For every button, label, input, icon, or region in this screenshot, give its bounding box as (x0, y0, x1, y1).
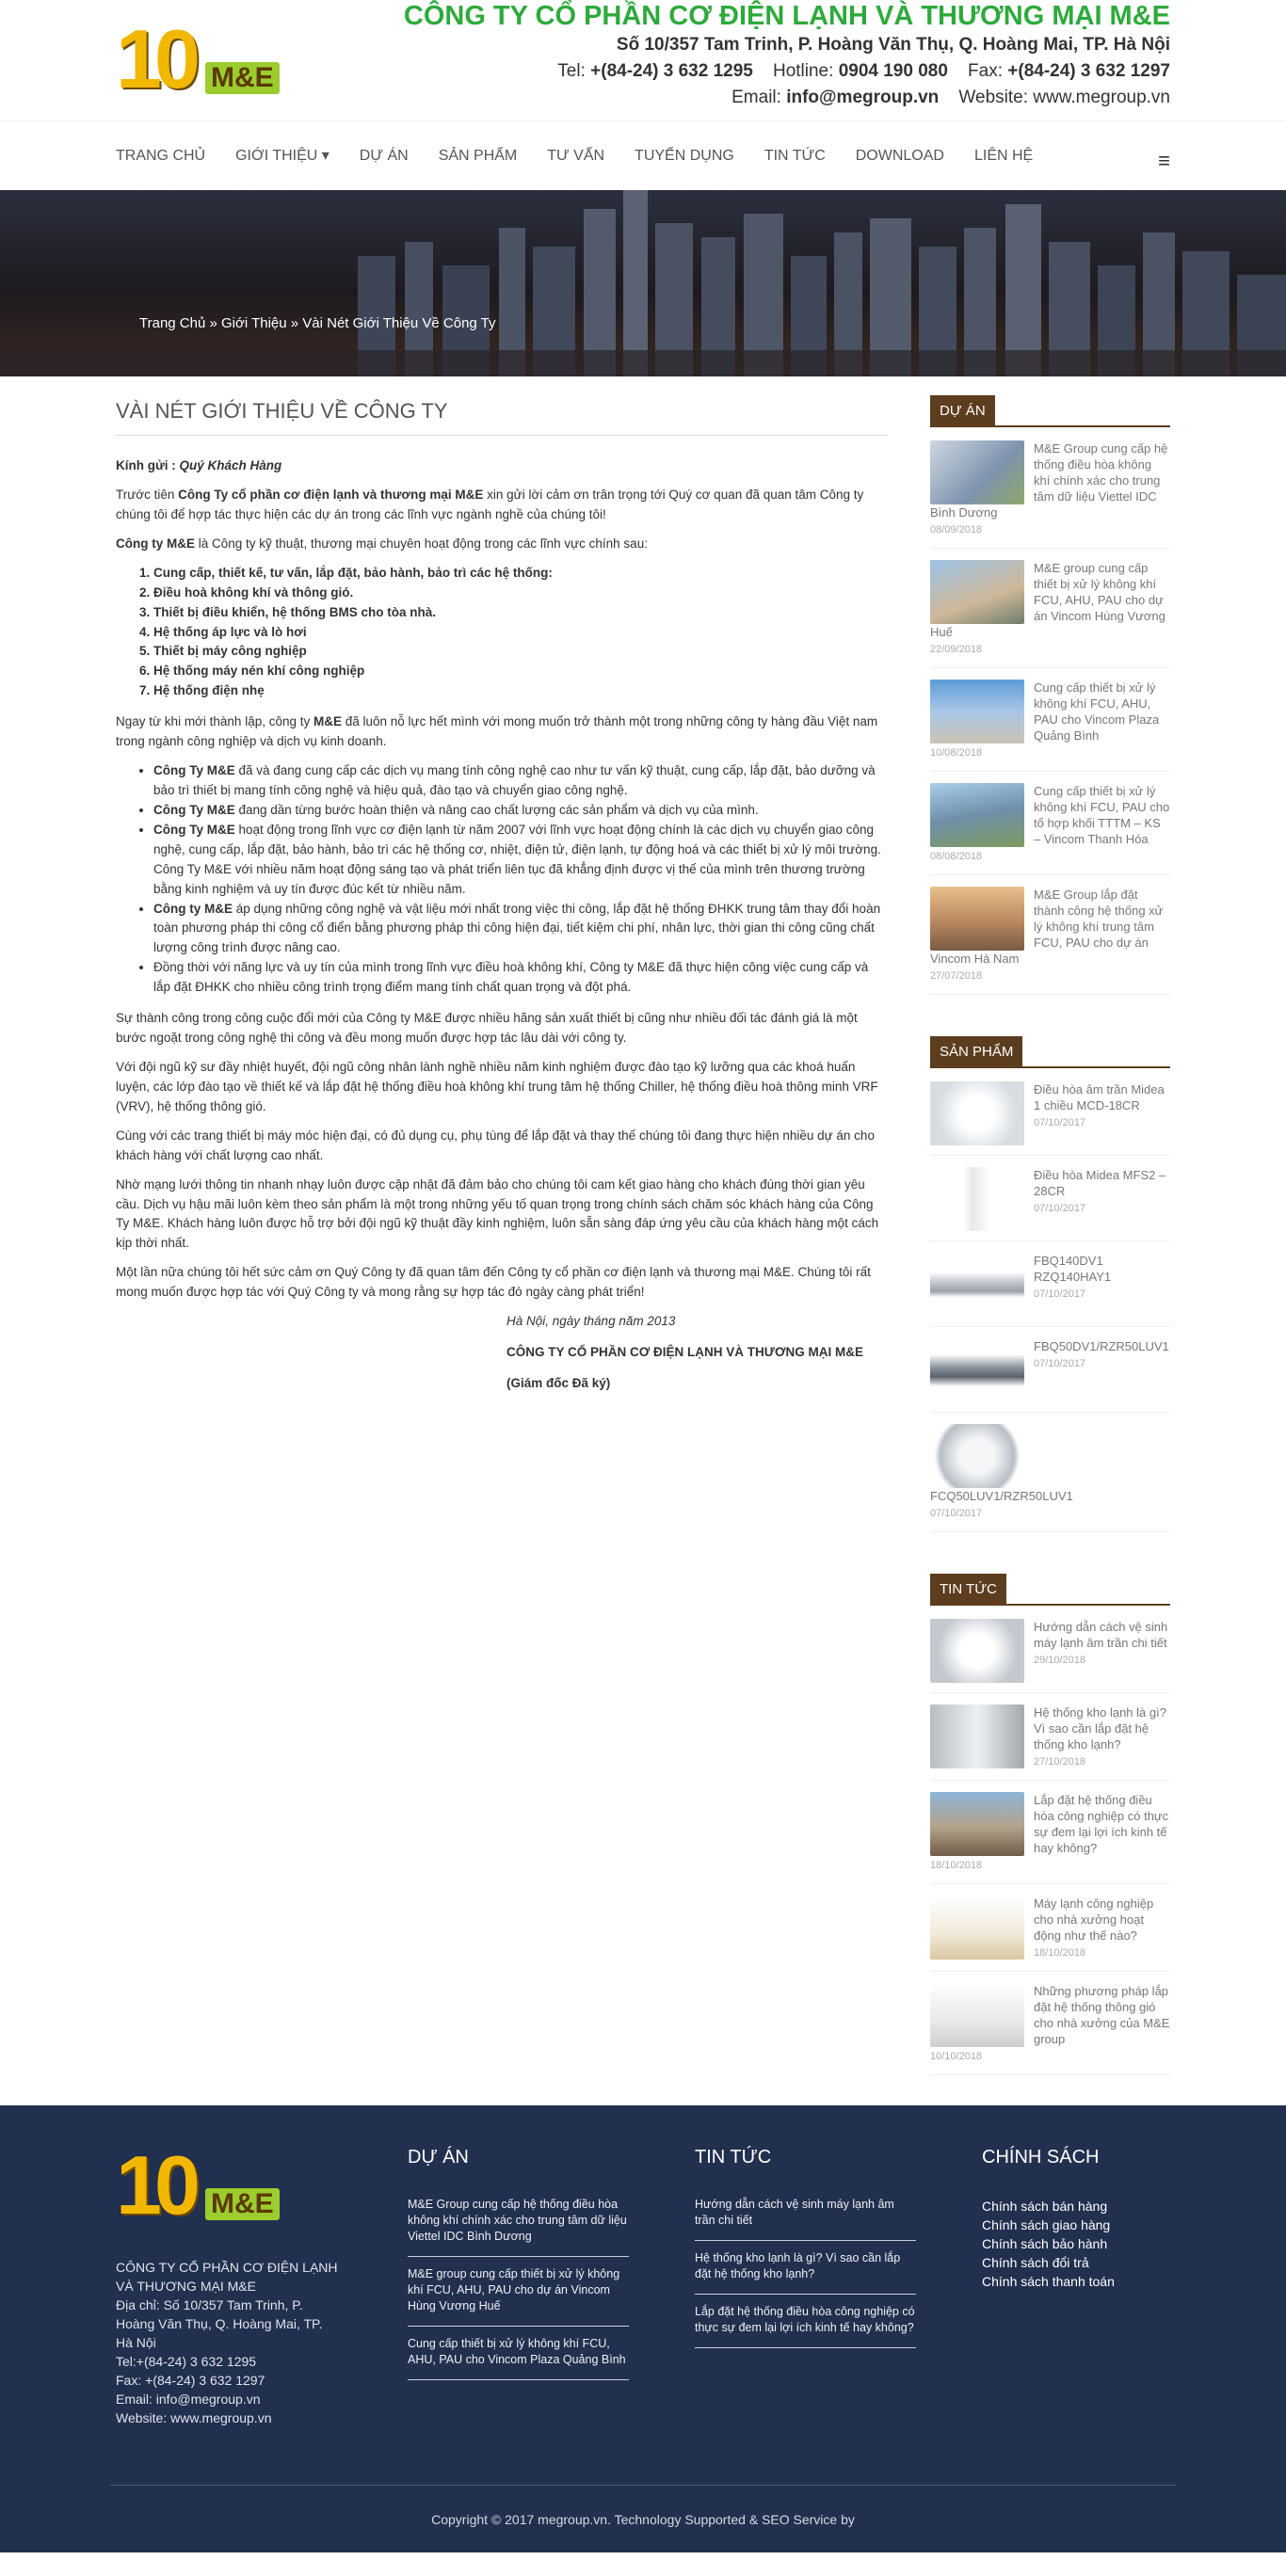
fields-list (153, 564, 888, 701)
logo-brand: M&E (205, 62, 280, 94)
header-contact-info (404, 0, 1170, 111)
nav-about[interactable]: GIỚI THIỆU ▾ (235, 147, 330, 164)
footer-news-link[interactable]: Hệ thống kho lạnh là gì? Vì sao cần lắp đặt hệ thống kho lạnh? (695, 2250, 916, 2295)
sidebar-project-item[interactable]: M&E Group lắp đặt thành công hệ thống xử lý không khí trung tâm FCU, PAU cho dự án Vincom Hà Nam 27/07/2018 (930, 887, 1170, 995)
page-title: VÀI NÉT GIỚI THIỆU VỀ CÔNG TY (116, 395, 888, 436)
project-thumbnail[interactable] (930, 887, 1024, 951)
product-thumbnail[interactable] (930, 1167, 1024, 1231)
sidebar-news-item[interactable]: Máy lạnh công nghiệp cho nhà xưởng hoạt động như thế nào? 18/10/2018 (930, 1896, 1170, 1972)
article-paragraph: Ngay từ khi mới thành lập, công ty M&E đã luôn nỗ lực hết mình với mong muốn trở thành một trong những công ty hàng đầu Việt nam trong ngành công nghiệp và dịch vụ kinh doanh. (116, 714, 878, 749)
breadcrumb: Trang Chủ » Giới Thiệu » Vài Nét Giới Thiệu Về Công Ty (139, 315, 496, 331)
header-phones: Tel: +(84-24) 3 632 1295 Hotline: 0904 190 080 Fax: +(84-24) 3 632 1297 (557, 61, 1170, 81)
sig-role: (Giám đốc Đã ký) (506, 1375, 611, 1390)
footer-news-link[interactable]: Hướng dẫn cách vệ sinh máy lạnh âm trần chi tiết (695, 2197, 916, 2241)
sidebar-products-title: SẢN PHẨM (930, 1036, 1170, 1068)
footer-projects-title: DỰ ÁN (408, 2147, 469, 2168)
article-paragraph: Sự thành công trong công cuộc đổi mới của Công ty M&E được nhiều hãng sản xuất thiết bị cũng như nhiều đối tác đánh giá là một bước ngoặt trong công nghệ thi công và đều mong muốn được hợp tác lâu dài với công ty. (116, 1011, 858, 1046)
news-thumbnail[interactable] (930, 1983, 1024, 2047)
list-item: • Đồng thời với năng lực và uy tín của mình trong lĩnh vực điều hoà không khí, Công ty M&E đã thực hiện công việc cung cấp và lắp đặt ĐHKK cho nhiều công trình trọng điểm mang tính chất quan trọng và đột phá. (153, 958, 888, 998)
breadcrumb-home[interactable]: Trang Chủ (139, 315, 206, 331)
article-paragraph: Với đội ngũ kỹ sư đầy nhiệt huyết, đội ngũ công nhân lành nghề nhiều năm kinh nghiệm được đào tạo kỹ lưỡng qua các khoá huấn luyện, các lớp đào tạo về thiết kế và lắp đặt hệ thống điều hoà không khí trung tâm hệ thống Chiller, hệ thống điều hoà thông minh VRF (VRV), hệ thống thông gió. (116, 1059, 878, 1113)
sidebar-product-item[interactable]: Điều hòa âm trần Midea 1 chiều MCD-18CR 07/10/2017 (930, 1081, 1170, 1156)
footer-project-link[interactable]: M&E group cung cấp thiết bị xử lý không khí FCU, AHU, PAU cho dự án Vincom Hùng Vương Huế (408, 2266, 629, 2327)
footer-policies (982, 2134, 1170, 2427)
policy-return-link[interactable]: Chính sách đổi trả (982, 2255, 1089, 2270)
header-address: Số 10/357 Tam Trinh, P. Hoàng Văn Thụ, Q. Hoàng Mai, TP. Hà Nội (616, 35, 1170, 55)
main-layout (116, 376, 1170, 2087)
sidebar-project-item[interactable]: Cung cấp thiết bị xử lý không khí FCU, PAU cho tổ hợp khối TTTM – KS – Vincom Thanh Hóa 08/08/2018 (930, 783, 1170, 875)
footer-news (695, 2134, 916, 2427)
sidebar-product-item[interactable]: Điều hòa Midea MFS2 – 28CR 07/10/2017 (930, 1167, 1170, 1241)
sidebar-news-item[interactable]: Hướng dẫn cách vệ sinh máy lạnh âm trần chi tiết 29/10/2018 (930, 1619, 1170, 1693)
article-paragraph: Nhờ mạng lưới thông tin nhanh nhạy luôn được cập nhật đã đảm bảo cho chúng tôi cam kết giao hàng cho khách đúng thời gian yêu cầu. Dịch vụ hậu mãi luôn kèm theo sản phẩm là một trong những yếu tố quan trọng trong chính sách chăm sóc khách hàng của Công Ty M&E. Khách hàng luôn được hỗ trợ bởi đội ngũ kỹ thuật đầy kinh nghiệm, luôn sẵn sàng đáp ứng yêu cầu của khách hàng một cách kịp thời nhất. (116, 1176, 879, 1251)
list-item: 6. Hệ thống máy nén khí công nghiệp (153, 662, 888, 681)
city-skyline-image (0, 190, 1286, 376)
product-thumbnail[interactable] (930, 1424, 1024, 1488)
footer-project-link[interactable]: Cung cấp thiết bị xử lý không khí FCU, AHU, PAU cho Vincom Plaza Quảng Bình (408, 2336, 629, 2380)
policy-warranty-link[interactable]: Chính sách bảo hành (982, 2236, 1108, 2251)
article-paragraph: Một lần nữa chúng tôi hết sức cảm ơn Quý Công ty đã quan tâm đến Công ty cổ phần cơ điện lạnh và thương mại M&E. Chúng tôi rất mong muốn được hợp tác với Quý Công ty và mong rằng sự hợp tác đó ngày càng phát triển! (116, 1265, 871, 1300)
policy-delivery-link[interactable]: Chính sách giao hàng (982, 2217, 1111, 2232)
hamburger-menu-icon[interactable]: ≡ (1158, 149, 1170, 172)
list-item: • Công Ty M&E đang dần từng bước hoàn thiện và nâng cao chất lượng các sản phẩm và dịch vụ của mình. (153, 801, 888, 821)
news-thumbnail[interactable] (930, 1619, 1024, 1683)
project-thumbnail[interactable] (930, 440, 1024, 504)
nav-projects[interactable]: DỰ ÁN (359, 147, 409, 164)
header-hotline[interactable]: 0904 190 080 (838, 61, 948, 81)
news-thumbnail[interactable] (930, 1704, 1024, 1768)
header-email[interactable]: info@megroup.vn (786, 88, 940, 107)
header-fax: +(84-24) 3 632 1297 (1007, 61, 1170, 81)
footer-company (116, 2134, 342, 2427)
header-website[interactable]: www.megroup.vn (1033, 88, 1170, 107)
project-thumbnail[interactable] (930, 560, 1024, 624)
article (116, 395, 888, 2087)
project-thumbnail[interactable] (930, 783, 1024, 847)
sidebar-news-item[interactable]: Những phương pháp lắp đặt hệ thống thông gió cho nhà xưởng của M&E group 10/10/2018 (930, 1983, 1170, 2075)
greeting: Kính gửi : Quý Khách Hàng (116, 458, 282, 473)
logo-number: 10 (116, 12, 193, 105)
page-banner (0, 190, 1286, 376)
footer-policy-title: CHÍNH SÁCH (982, 2147, 1100, 2168)
sidebar (930, 395, 1170, 2087)
header-tel[interactable]: +(84-24) 3 632 1295 (590, 61, 753, 81)
project-thumbnail[interactable] (930, 680, 1024, 744)
list-item: 1. Cung cấp, thiết kế, tư vấn, lắp đặt, bảo hành, bảo trì các hệ thống: (153, 564, 888, 584)
sidebar-project-item[interactable]: M&E Group cung cấp hệ thống điều hòa không khí chính xác cho trung tâm dữ liệu Viettel IDC Bình Dương 08/09/2018 (930, 440, 1170, 549)
sidebar-product-item[interactable]: FCQ50LUV1/RZR50LUV1 07/10/2017 (930, 1424, 1170, 1532)
sidebar-news-item[interactable]: Lắp đặt hệ thống điều hòa công nghiệp có thực sự đem lại lợi ích kinh tế hay không? 18/10/2018 (930, 1792, 1170, 1884)
news-thumbnail[interactable] (930, 1896, 1024, 1960)
copyright: Copyright © 2017 megroup.vn. Technology Supported & SEO Service by (110, 2485, 1176, 2552)
sidebar-project-item[interactable]: M&E group cung cấp thiết bị xử lý không khí FCU, AHU, PAU cho dự án Vincom Hùng Vương Huế 22/09/2018 (930, 560, 1170, 668)
list-item: • Công ty M&E áp dụng những công nghệ và vật liệu mới nhất trong việc thi công, lắp đặt hệ thống ĐHKK trung tâm thay đổi hoàn toàn phương pháp thi công cổ điển bằng phương pháp thi công hiện đại, tiết kiệm chi phí, nhân lực, thời gian thi công cũng chất lượng công trình được nâng cao. (153, 900, 888, 959)
site-footer (0, 2105, 1286, 2552)
list-item: 7. Hệ thống điện nhẹ (153, 681, 888, 701)
sidebar-projects-title: DỰ ÁN (930, 395, 1170, 427)
sidebar-news-title: TIN TỨC (930, 1574, 1170, 1606)
list-item: • Công Ty M&E hoạt động trong lĩnh vực cơ điện lạnh từ năm 2007 với lĩnh vực hoạt động chính là các dịch vụ chuyển giao công nghệ, cung cấp, lắp đặt, bảo hành, bảo trì các hệ thống cơ, nhiệt, điện tử, điện lạnh, tự động hoá và các thiết bị xử lý môi trường. Công Ty M&E với nhiều năm hoạt động sáng tạo và phát triển liên tục đã khẳng định được vị thế của mình trên thương trường bằng kinh nghiệm và uy tín được đúc kết từ nhiều năm. (153, 821, 888, 900)
sidebar-project-item[interactable]: Cung cấp thiết bị xử lý không khí FCU, AHU, PAU cho Vincom Plaza Quảng Bình 10/08/2018 (930, 680, 1170, 772)
policy-payment-link[interactable]: Chính sách thanh toán (982, 2274, 1115, 2289)
product-thumbnail[interactable] (930, 1253, 1024, 1317)
article-paragraph: Cùng với các trang thiết bị máy móc hiện đại, có đủ dụng cụ, phụ tùng để lắp đặt và thay thế chúng tôi đang thực hiện nhiều dự án cho khách hàng với chất lượng cao nhất. (116, 1128, 875, 1162)
policy-sales-link[interactable]: Chính sách bán hàng (982, 2199, 1108, 2214)
nav-home[interactable]: TRANG CHỦ (116, 147, 206, 164)
site-header (0, 0, 1286, 120)
nav-news[interactable]: TIN TỨC (764, 147, 826, 164)
list-item: 2. Điều hoà không khí và thông gió. (153, 584, 888, 603)
footer-address: CÔNG TY CỔ PHẦN CƠ ĐIỆN LẠNH VÀ THƯƠNG MẠI M&E Địa chỉ: Số 10/357 Tam Trinh, P. Hoàng Văn Thụ, Q. Hoàng Mai, TP. Hà Nội Tel:+(84-24) 3 632 1295 Fax: +(84-24) 3 632 1297 Email: info@megroup.vn Website: www.megroup.vn (116, 2260, 338, 2425)
list-item: 4. Hệ thống áp lực và lò hơi (153, 623, 888, 643)
footer-project-link[interactable]: M&E Group cung cấp hệ thống điều hòa không khí chính xác cho trung tâm dữ liệu Viettel IDC Bình Dương (408, 2197, 629, 2257)
signature-block (506, 1312, 888, 1394)
footer-projects (408, 2134, 629, 2427)
nav-contact[interactable]: LIÊN HỆ (973, 147, 1034, 164)
footer-logo[interactable]: 10 M&E (116, 2134, 304, 2247)
sig-place: Hà Nội, ngày tháng năm 2013 (506, 1314, 676, 1329)
footer-news-title: TIN TỨC (695, 2147, 772, 2168)
sidebar-news-item[interactable]: Hệ thống kho lạnh là gì? Vì sao cần lắp đặt hệ thống kho lạnh? 27/10/2018 (930, 1704, 1170, 1781)
list-item: • Công Ty M&E đã và đang cung cấp các dịch vụ mang tính công nghệ cao như tư vấn kỹ thuật, cung cấp, lắp đặt, bảo dưỡng và bảo trì thiết bị mang tính công nghệ và hiệu quả, đào tạo và chuyển giao công nghệ. (153, 761, 888, 801)
breadcrumb-current: Vài Nét Giới Thiệu Về Công Ty (302, 315, 496, 331)
company-name: CÔNG TY CỔ PHẦN CƠ ĐIỆN LẠNH VÀ THƯƠNG MẠI M&E (403, 1, 1170, 31)
product-thumbnail[interactable] (930, 1338, 1024, 1402)
features-list (153, 761, 888, 998)
footer-news-link[interactable]: Lắp đặt hệ thống điều hòa công nghiệp có thực sự đem lại lợi ích kinh tế hay không? (695, 2304, 916, 2348)
list-item: 5. Thiết bị máy công nghiệp (153, 642, 888, 662)
nav-recruitment[interactable]: TUYỂN DỤNG (635, 147, 734, 164)
nav-download[interactable]: DOWNLOAD (855, 147, 944, 164)
breadcrumb-parent[interactable]: Giới Thiệu (221, 315, 287, 331)
news-thumbnail[interactable] (930, 1792, 1024, 1856)
article-paragraph: Trước tiên Công Ty cổ phần cơ điện lạnh và thương mại M&E xin gửi lời cảm ơn trân trọng tới Quý cơ quan đã quan tâm Công ty chúng tôi để hợp tác thực hiện các dự án trong các lĩnh vực ngành nghề của chúng tôi! (116, 488, 864, 521)
product-thumbnail[interactable] (930, 1081, 1024, 1145)
site-logo[interactable] (116, 8, 295, 111)
nav-consulting[interactable]: TƯ VẤN (547, 147, 605, 164)
article-paragraph: Công ty M&E là Công ty kỹ thuật, thương mại chuyên hoạt động trong các lĩnh vực chính sau: (116, 536, 648, 551)
nav-products[interactable]: SẢN PHẨM (438, 147, 518, 164)
list-item: 3. Thiết bị điều khiển, hệ thống BMS cho tòa nhà. (153, 603, 888, 623)
main-nav (0, 120, 1286, 190)
sidebar-product-item[interactable]: FBQ50DV1/RZR50LUV1 07/10/2017 (930, 1338, 1170, 1413)
sig-company: CÔNG TY CỔ PHẦN CƠ ĐIỆN LẠNH VÀ THƯƠNG MẠI M&E (506, 1345, 863, 1360)
header-email-web: Email: info@megroup.vn Website: www.megroup.vn (731, 88, 1170, 107)
sidebar-product-item[interactable]: FBQ140DV1 RZQ140HAY1 07/10/2017 (930, 1253, 1170, 1327)
